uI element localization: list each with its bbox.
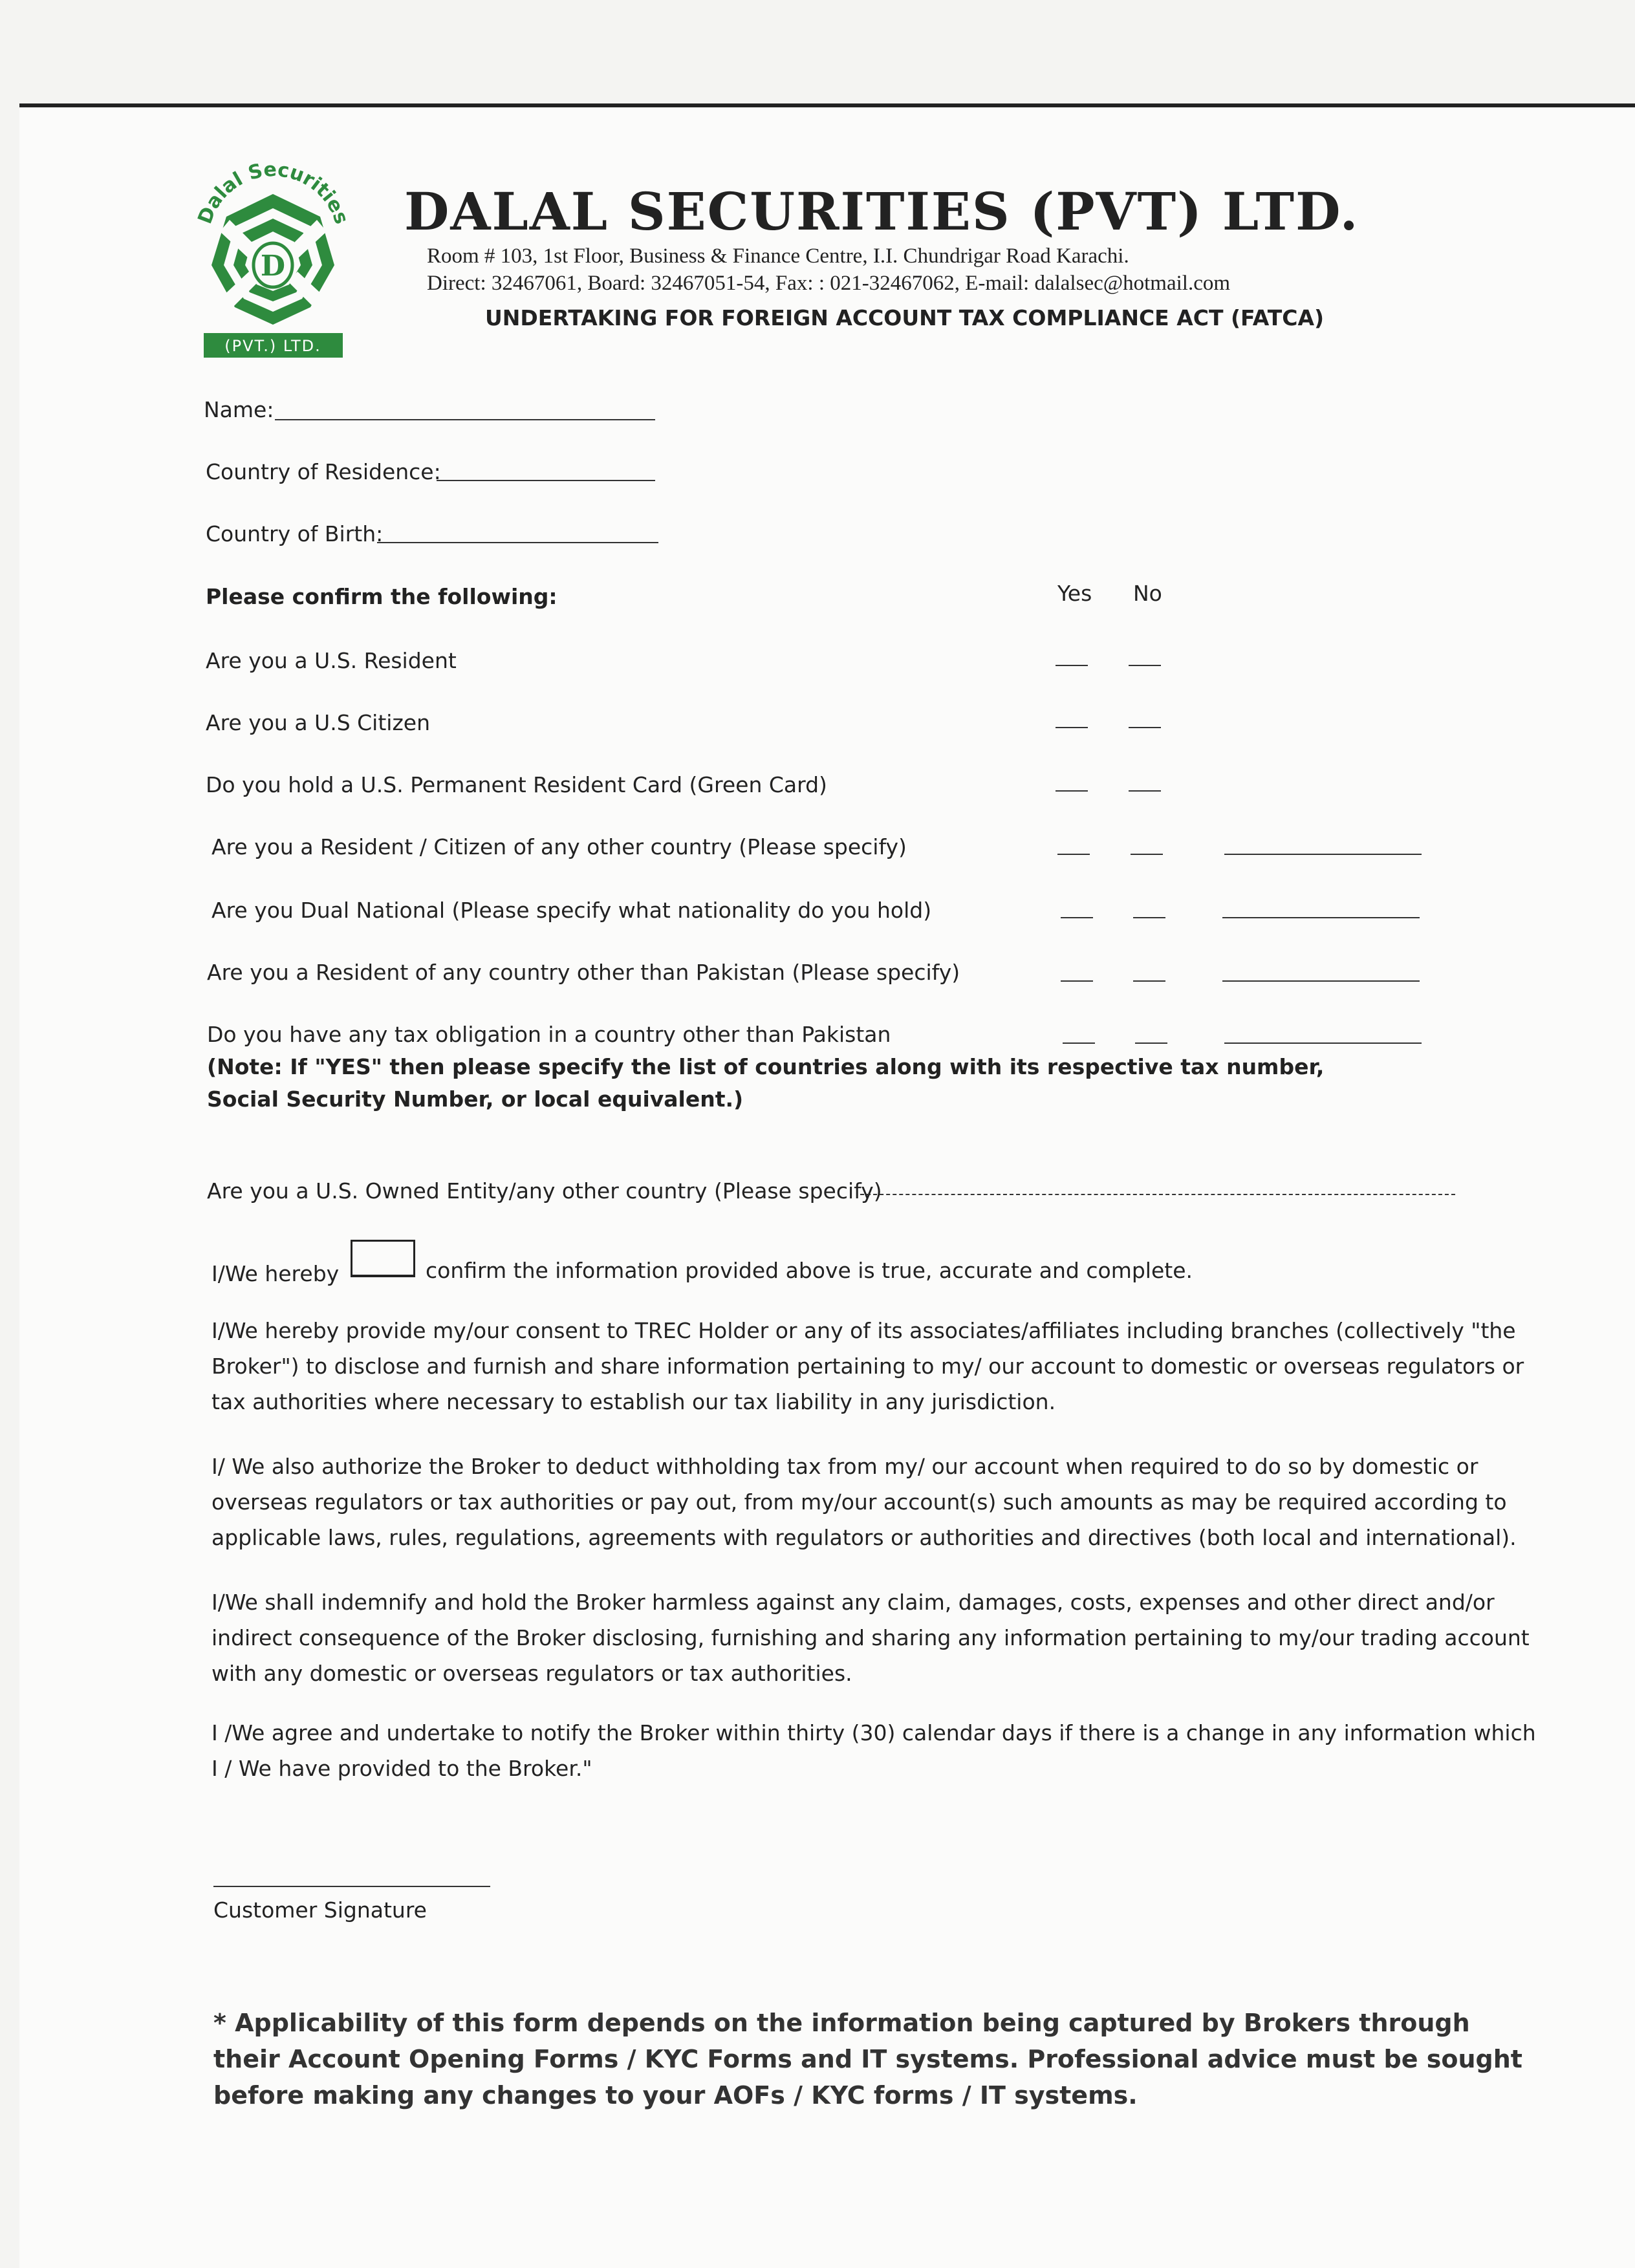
specify-field[interactable] xyxy=(1222,917,1420,918)
confirm-checkbox[interactable] xyxy=(351,1240,415,1277)
company-logo xyxy=(191,155,356,362)
logo-letter: D xyxy=(260,250,286,283)
birth-label: Country of Birth: xyxy=(206,521,384,546)
company-name: DALAL SECURITIES (PVT) LTD. xyxy=(404,181,1359,242)
confirm-prefix: I/We hereby xyxy=(211,1261,340,1286)
specify-field[interactable] xyxy=(1224,854,1422,855)
logo-banner-text: (PVT.) LTD. xyxy=(224,337,321,355)
yes-answer-blank[interactable] xyxy=(1056,790,1088,792)
no-header: No xyxy=(1133,581,1162,606)
no-answer-blank[interactable] xyxy=(1129,790,1161,792)
yes-answer-blank[interactable] xyxy=(1061,980,1093,982)
question-us-resident: Are you a U.S. Resident xyxy=(206,648,457,673)
company-contact: Direct: 32467061, Board: 32467051-54, Fax: : 021-32467062, E-mail: dalalsec@hotmail.com xyxy=(427,272,1231,295)
tax-note-line2: Social Security Number, or local equivalent.) xyxy=(207,1086,744,1112)
no-answer-blank[interactable] xyxy=(1133,917,1165,918)
yes-answer-blank[interactable] xyxy=(1056,665,1088,666)
name-field[interactable] xyxy=(275,419,655,420)
no-answer-blank[interactable] xyxy=(1131,854,1163,855)
residence-label: Country of Residence: xyxy=(206,459,441,484)
yes-answer-blank[interactable] xyxy=(1056,727,1088,728)
yes-answer-blank[interactable] xyxy=(1063,1042,1095,1044)
us-entity-question: Are you a U.S. Owned Entity/any other country (Please specify) xyxy=(207,1178,882,1204)
consent-paragraph: I/We hereby provide my/our consent to TREC Holder or any of its associates/affiliates including branches (collectively "the Broker") to disclose and furnish and share information pertaining to my/ our account to domestic or overseas regulators or tax authorities where necessary to establish our tax liability in any jurisdiction. xyxy=(211,1318,1524,1414)
specify-field[interactable] xyxy=(1224,1042,1422,1044)
signature-label: Customer Signature xyxy=(213,1897,427,1923)
notify-paragraph: I /We agree and undertake to notify the Broker within thirty (30) calendar days if there is a change in any information which I / We have provided to the Broker." xyxy=(211,1720,1536,1781)
form-title: UNDERTAKING FOR FOREIGN ACCOUNT TAX COMPLIANCE ACT (FATCA) xyxy=(485,305,1325,330)
us-entity-specify-field[interactable] xyxy=(860,1194,1455,1195)
logo-arc-text: Dalal Securities xyxy=(193,158,353,227)
residence-field[interactable] xyxy=(437,480,655,481)
indemnity-paragraph: I/We shall indemnify and hold the Broker harmless against any claim, damages, costs, expenses and other direct and/or indirect consequence of the Broker disclosing, furnishing and sharing any information pertaining to my/our trading account with any domestic or overseas regulators or tax authorities. xyxy=(211,1590,1530,1686)
yes-answer-blank[interactable] xyxy=(1061,917,1093,918)
confirm-statement: confirm the information provided above is true, accurate and complete. xyxy=(426,1258,1193,1283)
question-other-citizen: Are you a Resident / Citizen of any other country (Please specify) xyxy=(211,834,907,859)
confirm-heading: Please confirm the following: xyxy=(206,584,558,609)
birth-field[interactable] xyxy=(377,542,658,543)
no-answer-blank[interactable] xyxy=(1135,1042,1167,1044)
tax-note-line1: (Note: If "YES" then please specify the list of countries along with its respective tax number, xyxy=(207,1054,1325,1079)
name-label: Name: xyxy=(204,397,274,422)
applicability-footnote: * Applicability of this form depends on the information being captured by Brokers through their Account Opening Forms / KYC Forms and IT systems. Professional advice must be sought before making any changes to your AOFs / KYC forms / IT systems. xyxy=(213,2009,1522,2110)
specify-field[interactable] xyxy=(1222,980,1420,982)
no-answer-blank[interactable] xyxy=(1129,665,1161,666)
withholding-paragraph: I/ We also authorize the Broker to deduct withholding tax from my/ our account when required to do so by domestic or overseas regulators or tax authorities or pay out, from my/our account(s) such amounts as may be required according to applicable laws, rules, regulations, agreements with regulators or authorities and directives (both local and international). xyxy=(211,1454,1517,1550)
company-address: Room # 103, 1st Floor, Business & Finance Centre, I.I. Chundrigar Road Karachi. xyxy=(427,244,1129,268)
no-answer-blank[interactable] xyxy=(1129,727,1161,728)
question-dual-national: Are you Dual National (Please specify what nationality do you hold) xyxy=(211,898,932,923)
no-answer-blank[interactable] xyxy=(1133,980,1165,982)
yes-header: Yes xyxy=(1057,581,1092,606)
question-other-resident: Are you a Resident of any country other than Pakistan (Please specify) xyxy=(207,960,960,985)
yes-answer-blank[interactable] xyxy=(1057,854,1090,855)
question-us-citizen: Are you a U.S Citizen xyxy=(206,710,430,735)
question-green-card: Do you hold a U.S. Permanent Resident Card (Green Card) xyxy=(206,772,827,797)
signature-field[interactable] xyxy=(213,1886,490,1887)
question-tax-obligation: Do you have any tax obligation in a country other than Pakistan xyxy=(207,1022,891,1047)
